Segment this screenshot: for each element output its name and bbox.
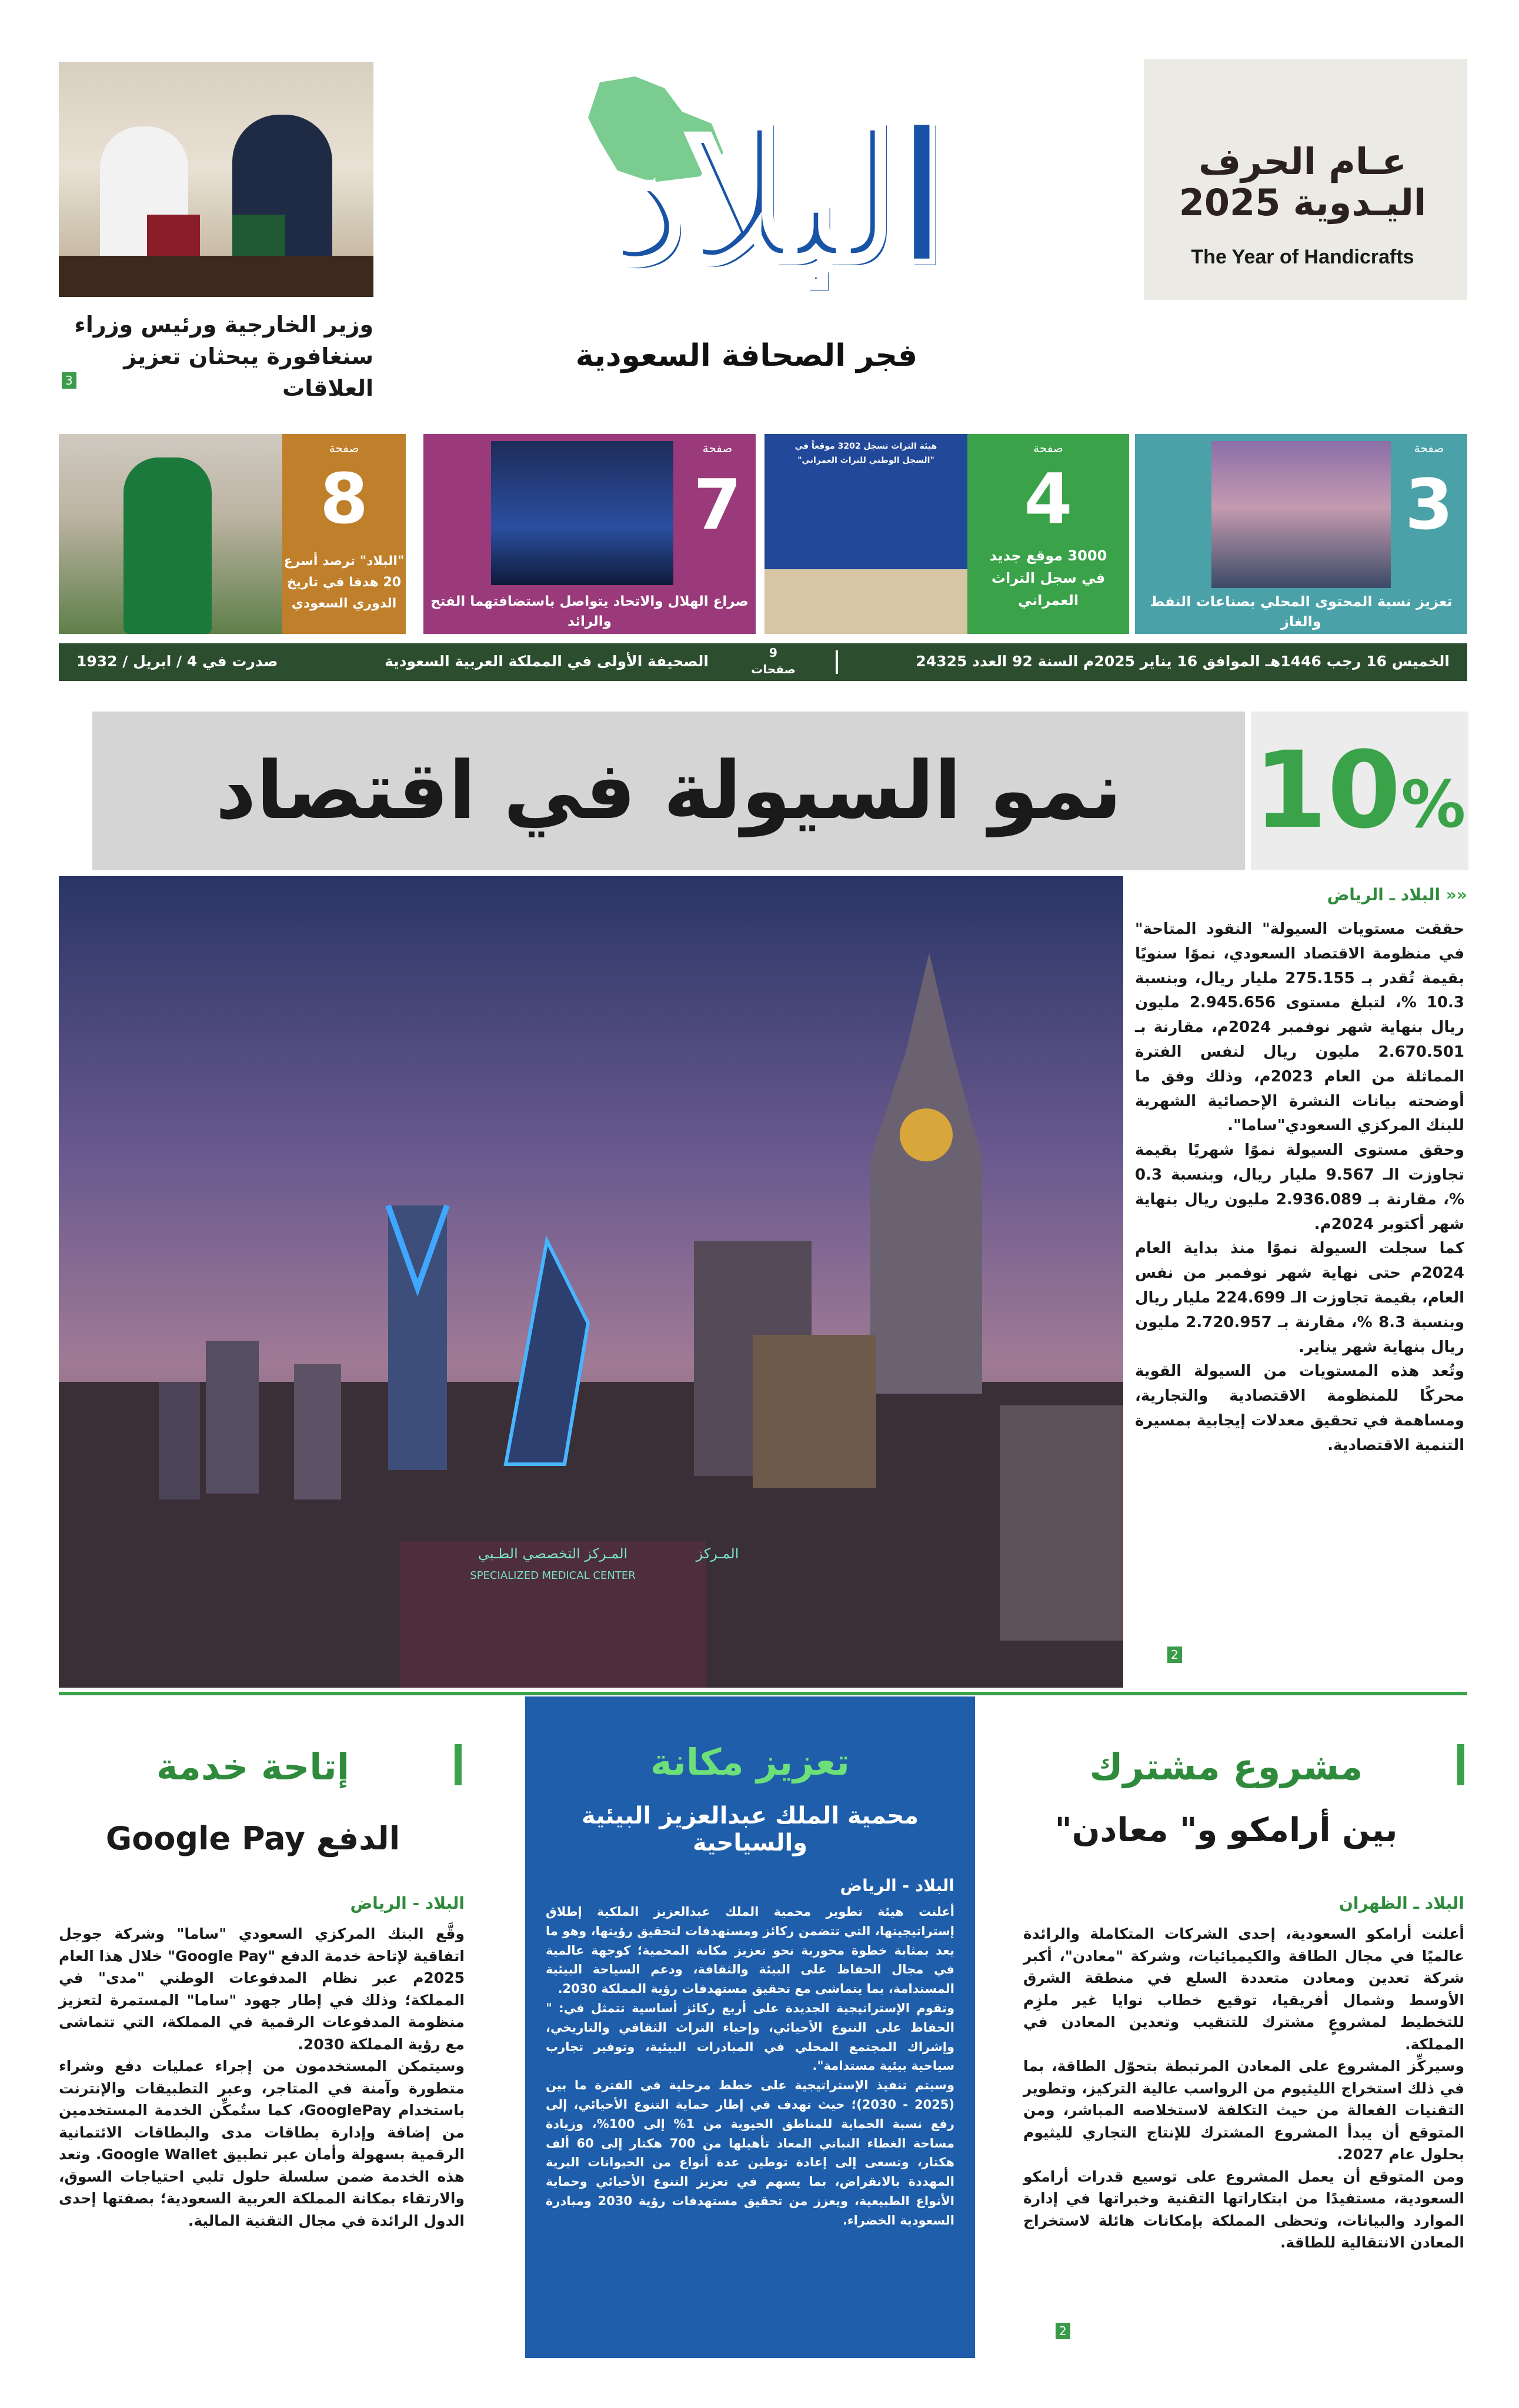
- teaser-page-4[interactable]: [764, 434, 1129, 634]
- pages-count-number: 9: [769, 646, 777, 660]
- handicrafts-title-en: The Year of Handicrafts: [1191, 246, 1414, 268]
- left-paragraph-2: وسيتمكن المستخدمون من إجراء عمليات دفع وشراء متطورة وآمنة في المتاجر، وعبر التطبيقات والإنترنت باستخدام GooglePay، كما ستُمكِّن الخدمة المستخدمين من إضافة وإدارة بطاقات مدى والبطاقات الائتمانية الرقمية بسهولة وأمان عبر تطبيق Google Wallet. وتعد هذه الخدمة ضمن سلسلة حلول تلبي احتياجات السوق، والارتقاء بمكانة المملكة العربية السعودية؛ بصفتها إحدى الدول الرائدة في مجال التقنية المالية.: [59, 2058, 465, 2229]
- building-3: [159, 1382, 200, 1499]
- center-article-box[interactable]: [525, 1696, 975, 2358]
- right-article-page-tag[interactable]: 2: [1056, 2323, 1070, 2339]
- lead-paragraph-2: وحقق مستوى السيولة نموًا شهريًا بقيمة تجاوزت الـ 9.567 مليار ريال، وبنسبة 0.3 %، مقارنة بـ 2.936.089 مليون ريال بنهاية شهر أكتوبر 2024م.: [1135, 1141, 1464, 1233]
- teaser-caption-line3: العمراني: [1017, 592, 1079, 609]
- left-article-title[interactable]: الدفع Google Pay: [105, 1820, 400, 1857]
- date-bar: [59, 643, 1467, 681]
- medical-sign-ar-2: المـركز: [696, 1545, 739, 1562]
- teaser-page-8-number-col: [282, 434, 406, 634]
- teaser-page-number: 4: [1024, 458, 1073, 539]
- right-article-title[interactable]: بين أرامكو و" معادن": [1054, 1811, 1398, 1849]
- teaser-page-label: صفحة: [1033, 441, 1063, 455]
- left-article-body[interactable]: [59, 1923, 465, 2232]
- center-article-kicker: تعزيز مكانة: [650, 1741, 850, 1784]
- teaser-page-7[interactable]: [423, 434, 756, 634]
- teaser-page-number: 7: [693, 464, 742, 545]
- pages-count: [741, 644, 806, 677]
- lead-paragraph-1: حققت مستويات السيولة" النقود المتاحة" في منظومة الاقتصاد السعودي، نموًا سنويًا بقيمة تُقدر بـ 275.155 مليار ريال، وبنسبة 10.3 %، لتبلغ مستوى 2.945.656 مليون ريال بنهاية شهر نوفمبر 2024م، مقارنة بـ 2.670.501 مليون ريال لنفس الفترة المماثلة من العام 2023م، وذلك وفق ما أوضحته بيانات النشرة الإحصائية الشهرية للبنك المركزي السعودي"ساما".: [1135, 920, 1464, 1135]
- medical-center-building: [400, 1541, 706, 1688]
- top-story-page-tag[interactable]: 3: [62, 372, 76, 389]
- main-headline[interactable]: [92, 712, 1468, 870]
- kingdom-tower: [388, 1205, 447, 1470]
- teaser-page-label: صفحة: [1414, 441, 1444, 455]
- section-divider: [59, 1692, 1467, 1695]
- pages-count-label: صفحات: [751, 662, 796, 676]
- faisaliah-globe: [900, 1108, 953, 1161]
- football-players-image: [491, 441, 673, 585]
- newspaper-logo[interactable]: [494, 62, 1059, 391]
- teaser-caption: صراع الهلال والاتحاد يتواصل باستضافتهما الفتح والرائد: [430, 594, 749, 629]
- teaser-page-4-number-col: [967, 434, 1129, 634]
- lead-page-tag[interactable]: 2: [1167, 1646, 1182, 1663]
- riyadh-skyline-image[interactable]: [59, 876, 1123, 1688]
- lead-paragraph-4: وتُعد هذه المستويات من السيولة القوية محركًا للمنظومة الاقتصادية والتجارية، ومساهمة في تحقيق معدلات إيجابية بمسيرة التنمية الاقتصادية.: [1135, 1362, 1464, 1454]
- center-paragraph-3: وسيتم تنفيذ الإستراتيجية على خطط مرحلية في الفترة ما بين (2025 - 2030)؛ حيث تهدف في إطار حماية التنوع الأحيائي، إلى رفع نسبة الحماية للمناطق الحيوية من 1% إلى 100%، وزيادة مساحة الغطاء النباتي المعاد تأهيلها من 700 هكتار إلى 60 ألف هكتار، وتسعى إلى إعادة توطين عدة أنواع من الحيوانات البرية المهددة بالانقراض، بما يسهم في تعزيز التنوع الأحيائي وحماية الأنواع الطبيعية، ويعزز من تحقيق مستهدفات رؤية 2030 ومبادرة السعودية الخضراء.: [546, 2078, 955, 2227]
- teaser-caption: تعزيز نسبة المحتوى المحلي بصناعات النفط والغاز: [1150, 593, 1453, 630]
- right-paragraph-3: ومن المتوقع أن يعمل المشروع على توسيع قدرات أرامكو السعودية، مستفيدًا من ابتكاراتها التقنية وخبراتها في إدارة الموارد والبيانات، وتحظى المملكة بإمكانات هائلة لاستخراج المعادن الانتقالية للطاقة.: [1023, 2167, 1464, 2251]
- top-story-line2: سنغافورة يبحثان تعزيز العلاقات: [123, 343, 373, 401]
- right-article-accent-bar: [1457, 1744, 1464, 1785]
- photo-folder-green: [232, 215, 285, 256]
- office-building-2: [753, 1335, 876, 1488]
- right-article-kicker: مشروع مشترك: [1089, 1745, 1363, 1788]
- lead-byline-text: البلاد ـ الرياض: [1327, 885, 1441, 904]
- left-paragraph-1: وقَّع البنك المركزي السعودي "ساما" وشركة جوجل اتفاقية لإتاحة خدمة الدفع "Google Pay" خلال هذا العام 2025م عبر نظام المدفوعات الوطني "مدى" في المملكة؛ وذلك في إطار جهود "ساما" المستمرة لتعزيز منظومة المدفوعات الرقمية في المملكة، التي تتماشى مع رؤية المملكة 2030.: [59, 1925, 465, 2053]
- top-story-headline[interactable]: [56, 309, 373, 404]
- lead-article-body[interactable]: [1135, 917, 1464, 1458]
- chevron-left-icon: ««: [1440, 885, 1467, 904]
- medical-sign-en: SPECIALIZED MEDICAL CENTER: [470, 1569, 636, 1582]
- year-of-handicrafts-badge[interactable]: [1144, 59, 1467, 300]
- teaser-page-3[interactable]: [1135, 434, 1467, 634]
- center-article-body: [546, 1902, 954, 2230]
- headline-percent-box: [1251, 712, 1468, 870]
- top-story-line1: وزير الخارجية ورئيس وزراء: [74, 312, 373, 338]
- teaser-caption-line2: 20 هدفا في تاريخ: [286, 575, 402, 590]
- right-paragraph-2: وسيركِّز المشروع على المعادن المرتبطة بتحوّل الطاقة، بما في ذلك استخراج الليثيوم من الرواسب عالية التركيز، وتطوير التقنيات الفعالة من حيث التكلفة لاستخلاصه المباشر، ومن المتوقع أن يبدأ المشروع المشترك للإنتاج التجاري لليثيوم بحلول عام 2027.: [1023, 2058, 1464, 2163]
- slogan: الصحيفة الأولى في المملكة العربية السعودية: [385, 653, 709, 670]
- left-article-byline: البلاد - الرياض: [350, 1893, 465, 1913]
- minister-meeting-photo[interactable]: [59, 62, 373, 297]
- building-4: [206, 1341, 259, 1494]
- medical-sign-ar: المـركز التخصصي الطـبي: [478, 1545, 628, 1562]
- founded-date: صدرت في 4 / ابريل / 1932: [76, 653, 278, 670]
- date-bar-divider: [836, 650, 838, 674]
- lead-byline: [1135, 885, 1467, 904]
- photo-table: [59, 256, 373, 297]
- logo-wordmark: البلاد: [606, 93, 946, 300]
- left-article-kicker: إتاحة خدمة: [156, 1745, 350, 1788]
- right-article-body[interactable]: [1023, 1923, 1464, 2254]
- building-5: [294, 1364, 341, 1499]
- teaser-page-label: صفحة: [702, 441, 733, 455]
- football-player-image: [59, 434, 282, 634]
- oil-refinery-image: [1211, 441, 1391, 588]
- building-6: [1000, 1405, 1123, 1641]
- center-paragraph-2: وتقوم الإستراتيجية الجديدة على أربع ركائز أساسية تتمثل في: " الحفاظ على التنوع الأحيائي، وإحياء التراث الثقافي والتاريخي، وإشراك المجتمع المحلي في المبادرات البيئية، وتوفير تجارب سياحية بيئية مستدامة".: [546, 2000, 954, 2073]
- right-paragraph-1: أعلنت أرامكو السعودية، إحدى الشركات المتكاملة والرائدة عالميًا في مجال الطاقة والكيميائيات، وشركة "معادن"، أكبر شركة تعدين ومعادن متعددة السلع في منطقة الشرق الأوسط وشمال أفريقيا، توقيع خطاب نوايا غير ملزِم للتخطيط لمشروعٍ مشترك للتنقيب وتعدين المعادن في المملكة.: [1023, 1925, 1464, 2053]
- headline-number: 10: [1253, 729, 1401, 852]
- teaser-caption-line3: الدوري السعودي: [291, 596, 397, 611]
- handicrafts-title-ar2: اليـدوية 2025: [1179, 181, 1427, 224]
- center-article-byline: البلاد - الرياض: [840, 1876, 954, 1895]
- headline-percent-sign: %: [1401, 767, 1466, 842]
- issue-date: الخميس 16 رجب 1446هـ الموافق 16 يناير 2025م السنة 92 العدد 24325: [916, 653, 1450, 670]
- teaser-page-number: 8: [319, 458, 369, 539]
- center-paragraph-1: أعلنت هيئة تطوير محمية الملك عبدالعزيز الملكية إطلاق إستراتيجيتها، التي تتضمن ركائز ومستهدفات لتحقيق رؤيتها، وهو ما يعد بمثابة خطوة محورية نحو تعزيز مكانة المحمية؛ كوجهة عالمية في مجال الحفاظ على البيئة والثقافة، ودعم السياحة البيئية المستدامة، بما يتماشى مع تحقيق مستهدفات رؤية المملكة 2030.: [546, 1905, 954, 1996]
- teaser-page-label: صفحة: [329, 441, 359, 455]
- teaser-page-8[interactable]: [59, 434, 406, 634]
- heritage-image-title2: "السجل الوطني للتراث العمراني": [797, 456, 934, 465]
- lead-paragraph-3: كما سجلت السيولة نموًا منذ بداية العام 2024م حتى نهاية شهر نوفمبر من نفس العام، بقيمة تجاوزت الـ 224.699 مليار ريال وبنسبة 8.3 %، مقارنة بـ 2.720.957 مليون ريال بنهاية شهر يناير.: [1135, 1240, 1465, 1356]
- photo-folder-red: [147, 215, 200, 256]
- player-figure: [123, 457, 212, 634]
- center-article-title[interactable]: محمية الملك عبدالعزيز البيئية والسياحية: [581, 1802, 919, 1856]
- heritage-image-title1: هيئة التراث تسجل 3202 موقعاً في: [794, 442, 937, 451]
- heritage-sites-image: [764, 434, 967, 634]
- masthead-tagline: فجر الصحافة السعودية: [575, 338, 917, 373]
- teaser-caption-line2: في سجل التراث: [991, 570, 1106, 586]
- handicrafts-title-ar1: عـام الحرف: [1198, 140, 1407, 183]
- teaser-caption-line1: "البلاد" ترصد أسرع: [283, 554, 405, 569]
- right-article-byline: البلاد ـ الظهران: [1338, 1893, 1464, 1913]
- headline-text: نمو السيولة في اقتصاد: [215, 744, 1122, 837]
- teaser-caption-line1: 3000 موقع جديد: [989, 547, 1107, 564]
- left-article-accent-bar: [455, 1744, 462, 1785]
- teaser-page-number: 3: [1404, 464, 1454, 545]
- heritage-building: [764, 569, 967, 634]
